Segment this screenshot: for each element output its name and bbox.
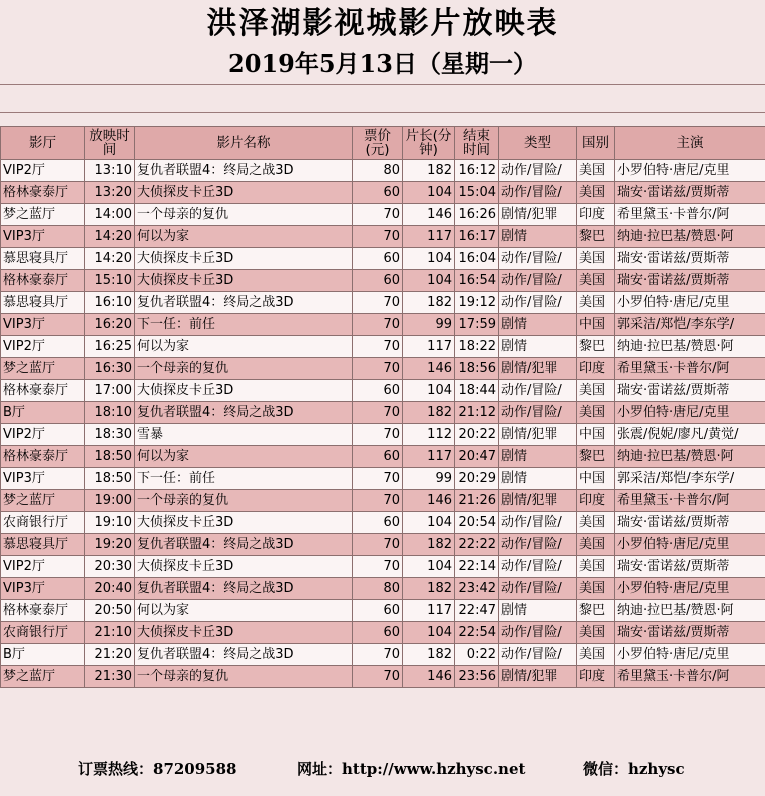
table-row — [1, 336, 765, 358]
country-cell: 中国 — [577, 314, 615, 336]
cast-cell: 小罗伯特·唐尼/克里 — [615, 578, 765, 600]
table-row — [1, 666, 765, 688]
table-row — [1, 160, 765, 182]
cast-cell: 瑞安·雷诺兹/贾斯蒂 — [615, 622, 765, 644]
start-time-cell: 16:30 — [85, 358, 135, 380]
film-title-cell: 何以为家 — [135, 336, 353, 358]
table-row — [1, 534, 765, 556]
genre-cell: 动作/冒险/ — [499, 160, 577, 182]
country-cell: 黎巴 — [577, 336, 615, 358]
country-cell: 黎巴 — [577, 226, 615, 248]
cast-cell: 瑞安·雷诺兹/贾斯蒂 — [615, 380, 765, 402]
film-title-cell: 一个母亲的复仇 — [135, 666, 353, 688]
hall-cell: 慕思寝具厅 — [1, 292, 85, 314]
hall-cell: 格林豪泰厅 — [1, 446, 85, 468]
start-time-cell: 18:50 — [85, 468, 135, 490]
end-time-cell: 22:54 — [455, 622, 499, 644]
cast-cell: 瑞安·雷诺兹/贾斯蒂 — [615, 556, 765, 578]
film-title-cell: 大侦探皮卡丘3D — [135, 556, 353, 578]
country-cell: 美国 — [577, 622, 615, 644]
cast-cell: 希里黛玉·卡普尔/阿 — [615, 666, 765, 688]
hall-cell: VIP3厅 — [1, 468, 85, 490]
schedule-table — [0, 126, 765, 688]
genre-cell: 动作/冒险/ — [499, 622, 577, 644]
hall-cell: 格林豪泰厅 — [1, 380, 85, 402]
genre-cell: 动作/冒险/ — [499, 292, 577, 314]
end-time-cell: 19:12 — [455, 292, 499, 314]
hall-cell: VIP3厅 — [1, 578, 85, 600]
column-header-country: 国别 — [577, 127, 615, 160]
end-time-cell: 18:22 — [455, 336, 499, 358]
film-title-cell: 何以为家 — [135, 600, 353, 622]
country-cell: 印度 — [577, 490, 615, 512]
divider — [0, 84, 765, 85]
film-title-cell: 大侦探皮卡丘3D — [135, 622, 353, 644]
divider — [0, 112, 765, 113]
cast-cell: 小罗伯特·唐尼/克里 — [615, 292, 765, 314]
start-time-cell: 14:20 — [85, 226, 135, 248]
length-cell: 99 — [403, 468, 455, 490]
start-time-cell: 21:10 — [85, 622, 135, 644]
start-time-cell: 16:20 — [85, 314, 135, 336]
length-cell: 182 — [403, 644, 455, 666]
start-time-cell: 17:00 — [85, 380, 135, 402]
country-cell: 美国 — [577, 380, 615, 402]
website: 网址：http://www.hzhysc.net — [297, 760, 526, 778]
length-cell: 112 — [403, 424, 455, 446]
country-cell: 印度 — [577, 666, 615, 688]
film-title-cell: 大侦探皮卡丘3D — [135, 182, 353, 204]
column-header-price: 票价(元) — [353, 127, 403, 160]
end-time-cell: 21:26 — [455, 490, 499, 512]
cast-cell: 郭采洁/郑恺/李东学/ — [615, 314, 765, 336]
price-cell: 60 — [353, 600, 403, 622]
end-time-cell: 16:26 — [455, 204, 499, 226]
length-cell: 117 — [403, 446, 455, 468]
price-cell: 60 — [353, 622, 403, 644]
length-cell: 104 — [403, 270, 455, 292]
genre-cell: 动作/冒险/ — [499, 248, 577, 270]
end-time-cell: 16:04 — [455, 248, 499, 270]
cast-cell: 纳迪·拉巴基/赞恩·阿 — [615, 336, 765, 358]
cast-cell: 郭采洁/郑恺/李东学/ — [615, 468, 765, 490]
genre-cell: 动作/冒险/ — [499, 644, 577, 666]
page-title: 洪泽湖影视城影片放映表 — [206, 6, 559, 41]
length-cell: 182 — [403, 534, 455, 556]
table-row — [1, 490, 765, 512]
start-time-cell: 21:20 — [85, 644, 135, 666]
hall-cell: VIP2厅 — [1, 424, 85, 446]
film-title-cell: 大侦探皮卡丘3D — [135, 380, 353, 402]
genre-cell: 动作/冒险/ — [499, 380, 577, 402]
start-time-cell: 19:10 — [85, 512, 135, 534]
film-title-cell: 复仇者联盟4：终局之战3D — [135, 644, 353, 666]
country-cell: 中国 — [577, 424, 615, 446]
hall-cell: VIP3厅 — [1, 314, 85, 336]
genre-cell: 动作/冒险/ — [499, 270, 577, 292]
genre-cell: 剧情/犯罪 — [499, 490, 577, 512]
country-cell: 美国 — [577, 248, 615, 270]
start-time-cell: 18:10 — [85, 402, 135, 424]
hall-cell: 梦之蓝厅 — [1, 204, 85, 226]
cast-cell: 纳迪·拉巴基/赞恩·阿 — [615, 446, 765, 468]
end-time-cell: 22:22 — [455, 534, 499, 556]
genre-cell: 剧情/犯罪 — [499, 666, 577, 688]
genre-cell: 剧情/犯罪 — [499, 204, 577, 226]
film-title-cell: 雪暴 — [135, 424, 353, 446]
cast-cell: 小罗伯特·唐尼/克里 — [615, 160, 765, 182]
genre-cell: 剧情 — [499, 446, 577, 468]
cast-cell: 瑞安·雷诺兹/贾斯蒂 — [615, 182, 765, 204]
country-cell: 美国 — [577, 578, 615, 600]
table-row — [1, 204, 765, 226]
wechat: 微信：hzhysc — [583, 760, 685, 778]
table-row — [1, 468, 765, 490]
start-time-cell: 19:20 — [85, 534, 135, 556]
film-title-cell: 下一任：前任 — [135, 468, 353, 490]
end-time-cell: 18:44 — [455, 380, 499, 402]
table-body — [1, 160, 765, 688]
column-header-type: 类型 — [499, 127, 577, 160]
length-cell: 146 — [403, 358, 455, 380]
cast-cell: 希里黛玉·卡普尔/阿 — [615, 204, 765, 226]
column-header-hall: 影厅 — [1, 127, 85, 160]
price-cell: 70 — [353, 556, 403, 578]
film-title-cell: 何以为家 — [135, 446, 353, 468]
price-cell: 70 — [353, 666, 403, 688]
hall-cell: VIP2厅 — [1, 556, 85, 578]
hall-cell: 农商银行厅 — [1, 512, 85, 534]
hall-cell: VIP2厅 — [1, 160, 85, 182]
hotline: 订票热线：87209588 — [78, 760, 237, 778]
start-time-cell: 20:30 — [85, 556, 135, 578]
table-row — [1, 182, 765, 204]
table-row — [1, 556, 765, 578]
length-cell: 182 — [403, 292, 455, 314]
table-row — [1, 424, 765, 446]
price-cell: 70 — [353, 204, 403, 226]
film-title-cell: 复仇者联盟4：终局之战3D — [135, 534, 353, 556]
length-cell: 117 — [403, 336, 455, 358]
hall-cell: B厅 — [1, 402, 85, 424]
film-title-cell: 复仇者联盟4：终局之战3D — [135, 160, 353, 182]
length-cell: 104 — [403, 512, 455, 534]
price-cell: 70 — [353, 534, 403, 556]
country-cell: 美国 — [577, 270, 615, 292]
length-cell: 182 — [403, 578, 455, 600]
genre-cell: 剧情 — [499, 336, 577, 358]
hall-cell: 慕思寝具厅 — [1, 248, 85, 270]
end-time-cell: 0:22 — [455, 644, 499, 666]
cast-cell: 张震/倪妮/廖凡/黄觉/ — [615, 424, 765, 446]
start-time-cell: 21:30 — [85, 666, 135, 688]
table-row — [1, 226, 765, 248]
end-time-cell: 20:29 — [455, 468, 499, 490]
cast-cell: 小罗伯特·唐尼/克里 — [615, 644, 765, 666]
length-cell: 104 — [403, 248, 455, 270]
length-cell: 146 — [403, 490, 455, 512]
length-cell: 99 — [403, 314, 455, 336]
start-time-cell: 20:40 — [85, 578, 135, 600]
table-row — [1, 314, 765, 336]
country-cell: 美国 — [577, 512, 615, 534]
end-time-cell: 15:04 — [455, 182, 499, 204]
table-row — [1, 270, 765, 292]
table-row — [1, 578, 765, 600]
table-row — [1, 622, 765, 644]
start-time-cell: 14:00 — [85, 204, 135, 226]
length-cell: 104 — [403, 380, 455, 402]
column-header-end: 结束时间 — [455, 127, 499, 160]
genre-cell: 动作/冒险/ — [499, 182, 577, 204]
end-time-cell: 21:12 — [455, 402, 499, 424]
length-cell: 146 — [403, 666, 455, 688]
cast-cell: 纳迪·拉巴基/赞恩·阿 — [615, 600, 765, 622]
genre-cell: 动作/冒险/ — [499, 534, 577, 556]
start-time-cell: 15:10 — [85, 270, 135, 292]
length-cell: 117 — [403, 600, 455, 622]
price-cell: 60 — [353, 182, 403, 204]
end-time-cell: 22:47 — [455, 600, 499, 622]
length-cell: 182 — [403, 160, 455, 182]
cast-cell: 瑞安·雷诺兹/贾斯蒂 — [615, 512, 765, 534]
genre-cell: 剧情 — [499, 314, 577, 336]
price-cell: 60 — [353, 512, 403, 534]
film-title-cell: 大侦探皮卡丘3D — [135, 248, 353, 270]
genre-cell: 动作/冒险/ — [499, 402, 577, 424]
end-time-cell: 18:56 — [455, 358, 499, 380]
start-time-cell: 16:10 — [85, 292, 135, 314]
table-header — [1, 127, 765, 160]
country-cell: 美国 — [577, 534, 615, 556]
hall-cell: 梦之蓝厅 — [1, 358, 85, 380]
cast-cell: 希里黛玉·卡普尔/阿 — [615, 358, 765, 380]
table-row — [1, 600, 765, 622]
start-time-cell: 18:50 — [85, 446, 135, 468]
length-cell: 146 — [403, 204, 455, 226]
end-time-cell: 20:54 — [455, 512, 499, 534]
price-cell: 70 — [353, 336, 403, 358]
end-time-cell: 16:12 — [455, 160, 499, 182]
hall-cell: B厅 — [1, 644, 85, 666]
length-cell: 117 — [403, 226, 455, 248]
hall-cell: 农商银行厅 — [1, 622, 85, 644]
genre-cell: 动作/冒险/ — [499, 556, 577, 578]
start-time-cell: 19:00 — [85, 490, 135, 512]
genre-cell: 剧情 — [499, 468, 577, 490]
cast-cell: 瑞安·雷诺兹/贾斯蒂 — [615, 248, 765, 270]
film-title-cell: 复仇者联盟4：终局之战3D — [135, 292, 353, 314]
end-time-cell: 16:17 — [455, 226, 499, 248]
film-title-cell: 复仇者联盟4：终局之战3D — [135, 402, 353, 424]
price-cell: 60 — [353, 248, 403, 270]
film-title-cell: 大侦探皮卡丘3D — [135, 270, 353, 292]
cast-cell: 小罗伯特·唐尼/克里 — [615, 402, 765, 424]
country-cell: 黎巴 — [577, 446, 615, 468]
price-cell: 60 — [353, 270, 403, 292]
price-cell: 70 — [353, 468, 403, 490]
country-cell: 美国 — [577, 644, 615, 666]
end-time-cell: 23:56 — [455, 666, 499, 688]
end-time-cell: 23:42 — [455, 578, 499, 600]
cast-cell: 希里黛玉·卡普尔/阿 — [615, 490, 765, 512]
hall-cell: VIP2厅 — [1, 336, 85, 358]
hall-cell: 梦之蓝厅 — [1, 666, 85, 688]
table-row — [1, 358, 765, 380]
price-cell: 70 — [353, 644, 403, 666]
end-time-cell: 22:14 — [455, 556, 499, 578]
film-title-cell: 一个母亲的复仇 — [135, 204, 353, 226]
country-cell: 美国 — [577, 292, 615, 314]
film-title-cell: 何以为家 — [135, 226, 353, 248]
price-cell: 60 — [353, 380, 403, 402]
length-cell: 104 — [403, 622, 455, 644]
hall-cell: VIP3厅 — [1, 226, 85, 248]
start-time-cell: 13:10 — [85, 160, 135, 182]
cast-cell: 小罗伯特·唐尼/克里 — [615, 534, 765, 556]
country-cell: 美国 — [577, 402, 615, 424]
schedule-date: 2019年5月13日（星期一） — [228, 49, 537, 78]
price-cell: 70 — [353, 314, 403, 336]
film-title-cell: 一个母亲的复仇 — [135, 358, 353, 380]
country-cell: 美国 — [577, 160, 615, 182]
length-cell: 182 — [403, 402, 455, 424]
table-row — [1, 446, 765, 468]
price-cell: 80 — [353, 578, 403, 600]
genre-cell: 动作/冒险/ — [499, 578, 577, 600]
column-header-length: 片长(分钟) — [403, 127, 455, 160]
price-cell: 70 — [353, 490, 403, 512]
cast-cell: 瑞安·雷诺兹/贾斯蒂 — [615, 270, 765, 292]
hall-cell: 格林豪泰厅 — [1, 600, 85, 622]
end-time-cell: 16:54 — [455, 270, 499, 292]
genre-cell: 剧情 — [499, 600, 577, 622]
start-time-cell: 18:30 — [85, 424, 135, 446]
country-cell: 美国 — [577, 182, 615, 204]
price-cell: 70 — [353, 358, 403, 380]
price-cell: 70 — [353, 292, 403, 314]
length-cell: 104 — [403, 556, 455, 578]
country-cell: 黎巴 — [577, 600, 615, 622]
film-title-cell: 复仇者联盟4：终局之战3D — [135, 578, 353, 600]
film-title-cell: 大侦探皮卡丘3D — [135, 512, 353, 534]
start-time-cell: 20:50 — [85, 600, 135, 622]
cast-cell: 纳迪·拉巴基/赞恩·阿 — [615, 226, 765, 248]
film-title-cell: 一个母亲的复仇 — [135, 490, 353, 512]
length-cell: 104 — [403, 182, 455, 204]
price-cell: 80 — [353, 160, 403, 182]
price-cell: 70 — [353, 226, 403, 248]
table-row — [1, 512, 765, 534]
table-row — [1, 292, 765, 314]
table-row — [1, 402, 765, 424]
end-time-cell: 17:59 — [455, 314, 499, 336]
column-header-cast: 主演 — [615, 127, 765, 160]
hall-cell: 格林豪泰厅 — [1, 270, 85, 292]
hall-cell: 梦之蓝厅 — [1, 490, 85, 512]
end-time-cell: 20:22 — [455, 424, 499, 446]
table-row — [1, 644, 765, 666]
country-cell: 印度 — [577, 204, 615, 226]
genre-cell: 剧情/犯罪 — [499, 424, 577, 446]
end-time-cell: 20:47 — [455, 446, 499, 468]
table-row — [1, 248, 765, 270]
genre-cell: 剧情 — [499, 226, 577, 248]
genre-cell: 剧情/犯罪 — [499, 358, 577, 380]
genre-cell: 动作/冒险/ — [499, 512, 577, 534]
start-time-cell: 13:20 — [85, 182, 135, 204]
film-title-cell: 下一任：前任 — [135, 314, 353, 336]
start-time-cell: 14:20 — [85, 248, 135, 270]
price-cell: 70 — [353, 424, 403, 446]
table-row — [1, 380, 765, 402]
country-cell: 美国 — [577, 556, 615, 578]
hall-cell: 格林豪泰厅 — [1, 182, 85, 204]
footer — [0, 755, 765, 783]
start-time-cell: 16:25 — [85, 336, 135, 358]
hall-cell: 慕思寝具厅 — [1, 534, 85, 556]
column-header-film: 影片名称 — [135, 127, 353, 160]
price-cell: 70 — [353, 402, 403, 424]
price-cell: 60 — [353, 446, 403, 468]
country-cell: 中国 — [577, 468, 615, 490]
country-cell: 印度 — [577, 358, 615, 380]
column-header-time: 放映时间 — [85, 127, 135, 160]
